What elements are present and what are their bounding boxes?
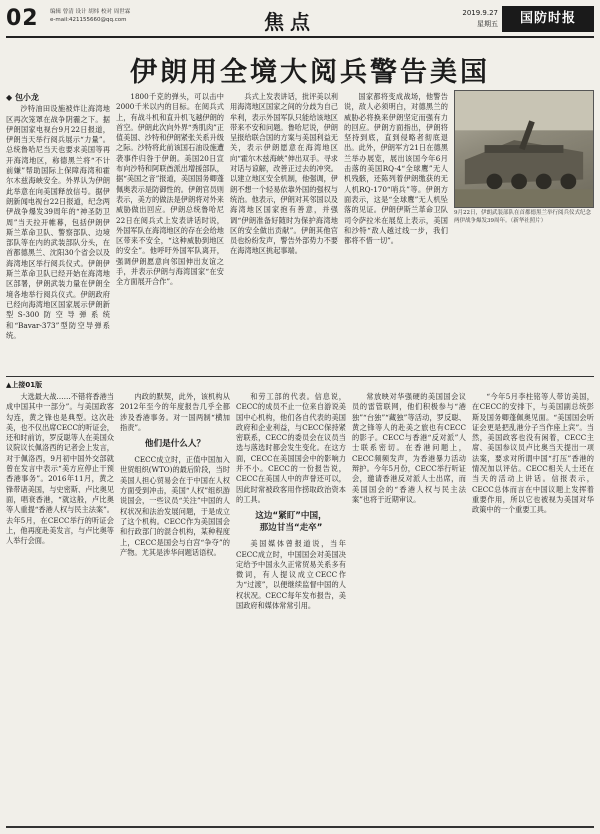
date-block — [462, 8, 498, 30]
subheading: 他们是什么人？ — [144, 439, 206, 450]
article-text: 内政的默契，此外，该机构从2012年至今的年度报告几乎全都涉及香港事务。对一国两制“横加指责”。 — [120, 392, 230, 432]
continuation-column-1 — [6, 392, 114, 824]
continuation-column-2 — [120, 392, 230, 824]
article-text: CECC成立时，正值中国加入世贸组织(WTO)的最后阶段，当时美国人担心贸易会在于中国在人权方面受到冲击，美国“人权”组织游说国会，一些议员“关注”中国的人权状况和法治发展问题，于是成立了这个机构。CECC作为美国国会和行政部门的混合机构，某种程度上，CECC是国会与白宫“争夺”的产物。尤其是涉华问题话语权。 — [120, 455, 230, 557]
article-text: 大选最大战……不错将香港当成中国其中一部分”。与美国政客勾连，黄之锋也是典型。这次赴美，也不仅出席CECC的听证会，还和时前访，罗反聪等人在美国众议院议长佩洛西的记者会上发言，对于佩洛西，9月初中国外交部就曾在发言中表示“美方应停止干预香港事务”。2016年11月，黄之锋带诸美国，与史密斯、卢比奥见面，唱衰香港，“就这般，卢比奥等人重提“香港人权与民主法案”。去年5月，在CECC举行的听证会上，他再度赴美发言，与卢比奥等人举行会面。 — [6, 392, 114, 546]
article-text: 1800千克的弹头，可以击中2000千米以内的目标。在阅兵式上，有战斗机和直升机飞越伊朗的首空。伊朗此次向外界“秀肌肉”正值美国、沙特和伊朗紧张关系升级之际。沙特将此前该国石油设施遭袭事件归咎于伊朗。美国20日宣布向沙特和阿联酋派出增援部队，据“美国之音”报道，美国国务卿蓬佩奥表示是防御性的。伊朗官员则表示，美方的做法是伊朗将对外来威胁做出回应。伊朗总统鲁哈尼22日在阅兵式上发表讲话时说，外国军队在海湾地区的存在会给地区带来不安全，“这种威胁到地区的安全”。他呼吁外国军队离开，强调伊朗愿意向邻国伸出友谊之手，并表示伊朗与海湾国家“在安全方面展开合作”。 — [116, 92, 224, 287]
article-text: 美国媒体曾报道说，当年CECC成立时，中国国会对美国决定给予中国永久正常贸易关系多有微词，有人提议成立CECC作为“过渡”，以便继续监督中国的人权状况。CECC每年发布报告，美国政府和媒体常常引用。 — [236, 539, 346, 611]
continued-from-label: ▲上接01版 — [6, 381, 43, 389]
article-column-2 — [116, 92, 224, 372]
article-column-1 — [6, 92, 110, 372]
article-column-4 — [344, 92, 448, 372]
editor-credits: 编辑 曾清 设计 胡炜 校对 周世霖 e-mail:421155660@qq.com — [50, 9, 131, 23]
article-text: 沙特油田设施被炸让海湾地区再次笼罩在战争阴霾之下。据伊朗国家电视台9月22日报道，伊朗当天举行阅兵展示“力量”。总统鲁哈尼当天也要求美国等再开海湾地区，称德黑兰将“不计前嫌”帮助国际上保障海湾和霍尔木兹海峡安全。外界认为伊朗此举意在向美国释放信号。据伊朗新闻电视台22日报道，纪念两伊战争爆发39周年的“神圣防卫周”当天拉开帷幕，包括伊朗伊斯兰革命卫队、警察部队、边境部队等在内的武装部队分头，在首都德黑兰、沈阳30个省会以及海湾地区举行阅兵仪式。伊朗伊斯兰革命卫队已经开始在海湾地区部署，伊朗武装力量在伊朗全境各地举行阅兵仪式。伊朗政府已经向海湾地区国家展示伊朗新型S-300防空导弹系统和“Bavar-373”型防空导弹系统。 — [6, 104, 110, 340]
masthead — [6, 4, 594, 38]
article-column-3 — [230, 92, 338, 372]
main-headline: 伊朗用全境大阅兵警告美国 — [130, 57, 490, 88]
subheading: 这边“紧盯”中国， 那边甘当“走卒” — [255, 511, 327, 534]
article-text: 兵式上发表讲话，批评美以利用海湾地区国家之间的分歧为自己牟利，表示外国军队只能给该地区带来不安和问题。鲁哈尼说，伊朗呈报给联合国的方案与美国利益无关，表示伊朗愿意在海湾地区向“霍尔木兹海峡”伸出双手。寻求对话与谅解，改善正过去的冲突。以建立地区安全机制，他强调，伊朗不想一个轻易依靠外国的强权与统治。他表示，伊朗对其邻国以及海湾地区国家抱有善意，并强调“伊朗准备好随时为保护海湾地区的安全做出贡献”。伊朗其他官员也纷纷发声，警告外部势力不要在海湾地区挑起事端。 — [230, 92, 338, 256]
issue-date: 2019.9.27 — [462, 9, 498, 17]
article-text: 和劳工部的代表。信息说，CECC的成员不止一位来自游说美国中心机构，他们各自代表的美国政府和企业利益，与CECC保持紧密联系，CECC的委员会在议员当选与落选时都会发生变化。在这方面，CECC在美国国会中的影响力并不小。CECC的一份报告说，CECC在美国人中的声誉还可以，因此时常被政客用作捞取政治资本的工具。 — [236, 392, 346, 504]
parade-photo — [454, 90, 594, 208]
section-title: 焦点 — [264, 10, 316, 34]
byline: ◆ 包小龙 — [6, 92, 39, 102]
article-text: “今年5月李柱铭等人带访美国，在CECC的安排下，与美国副总统彭斯及国务卿蓬佩奥见面。“美国国会听证会更是把乱港分子当作座上宾”。当然，美国政客也没有闲着，CECC主席、美国参议员卢比奥当天提出一项法案，要求对所谓中国“打压”香港的情况加以评估。CECC相关人士还在当天的活动上讲话。信报表示，CECC总体而言在中国议题上发挥着重要作用，所以它也被视为美国对华政策中的一个重要工具。 — [472, 392, 594, 515]
issue-weekday: 星期五 — [477, 20, 498, 28]
page-footer-rule — [6, 826, 594, 828]
continuation-column-4 — [352, 392, 466, 824]
continuation-column-3 — [236, 392, 346, 824]
article-text: 国家都将变成战场，他警告说，敌人必须明白，对德黑兰的威胁必将换来伊朗坚定而强有力的回应。伊朗方面指出，伊朗将坚持到底，直到侵略者彻底退出。此外，伊朗军方21日在德黑兰举办展览，展出该国今年6月击落的美国RQ-4“全球鹰”无人机残骸，还陈列着伊朗缴获的无人机RQ-170“哨兵”等。伊朗方面表示，这是“全球鹰”无人机坠落的见证。伊朗伊斯兰革命卫队司令萨拉米在展览上表示，美国和沙特“敌人越过线一步，我们都将不惜一切”。 — [344, 92, 448, 246]
photo-caption: 9月22日，伊朗武装部队在首都德黑兰举行阅兵仪式纪念两伊战争爆发39周年。（新华社照片） — [454, 210, 591, 224]
section-divider — [6, 376, 594, 377]
article-text: 常放映对华强硬的美国国会议员的雷管联网，他们积极参与“港独”“台独”“藏独”等活动，罗反聪、黄之锋等人的赴美之旅也有CECC的影子。CECC与香港“反对派”人士联系密切。在香港问题上，CECC频频发声，为香港暴力活动辩护。今年5月份，CECC举行听证会，邀请香港反对派人士出席，而美国国会的“香港人权与民主法案”也将于近期审议。 — [352, 392, 466, 504]
page-number: 02 — [6, 6, 39, 31]
continuation-column-5 — [472, 392, 594, 824]
newspaper-logo: 国防时报 — [502, 6, 594, 32]
